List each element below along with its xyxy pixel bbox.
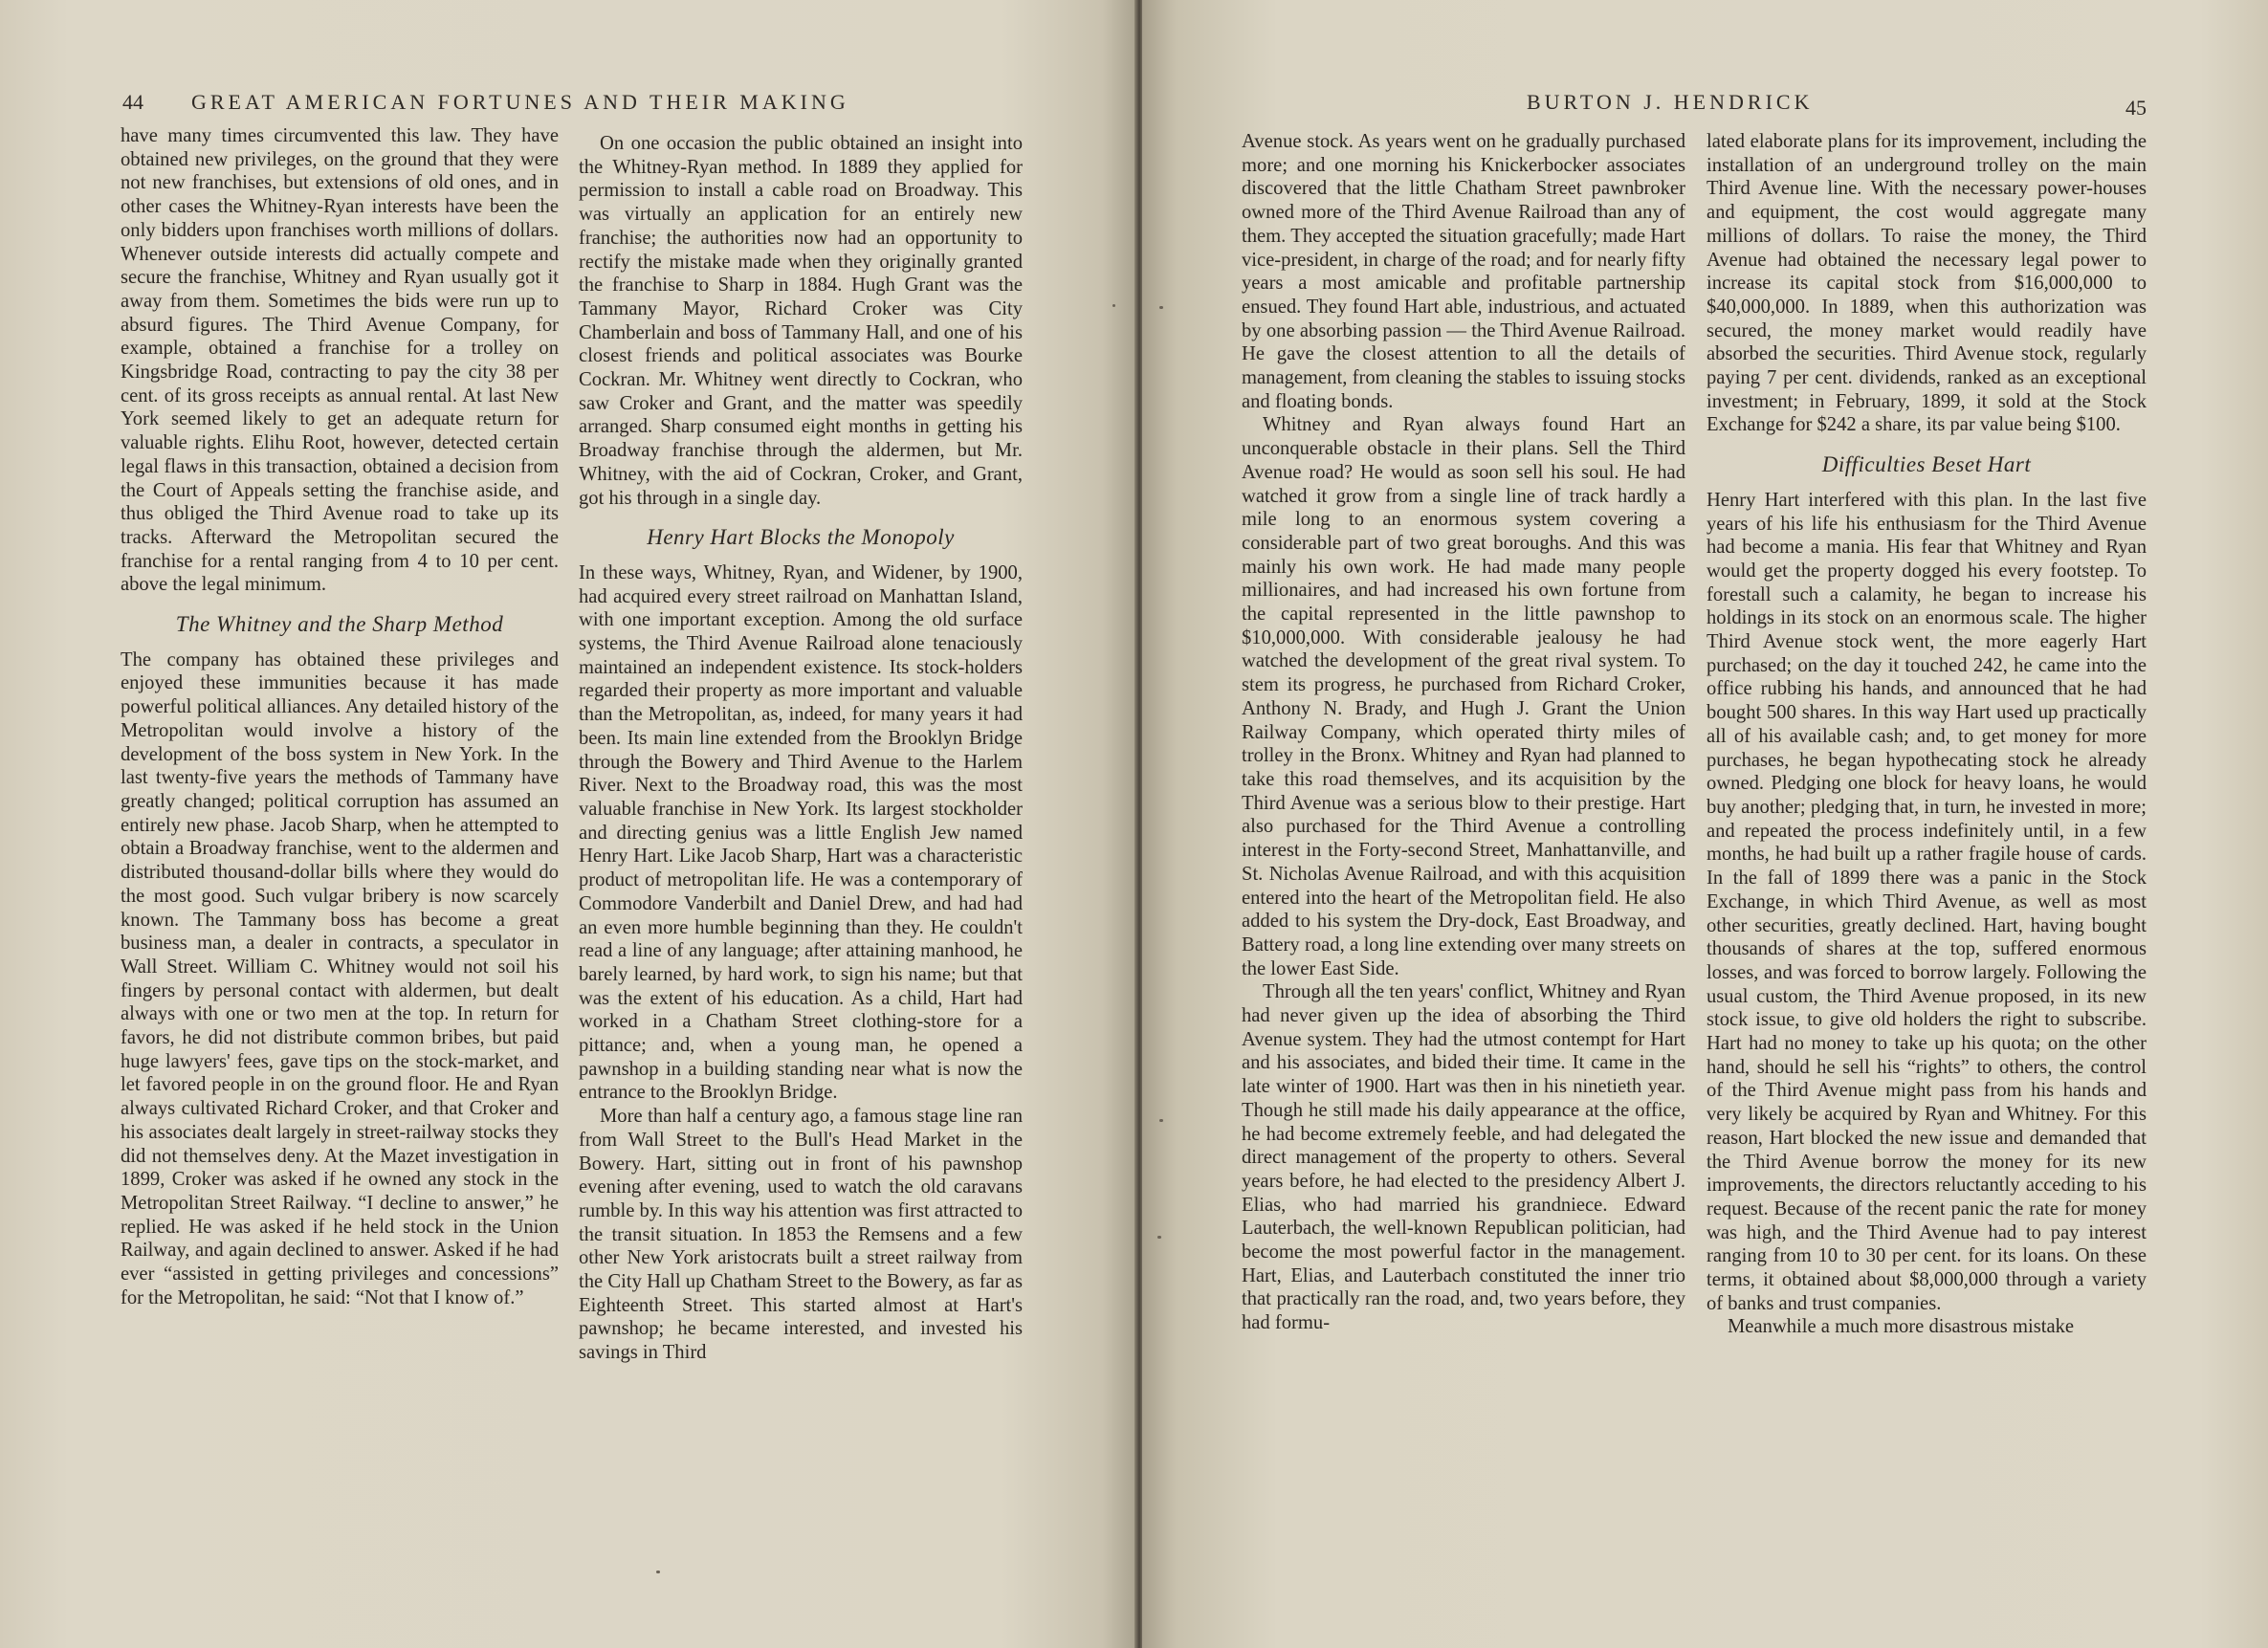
page-number-right: 45 [2125,96,2147,120]
page-number-left: 44 [122,90,143,114]
section-heading: Difficulties Beset Hart [1821,452,2032,477]
paragraph: The company has obtained these privileges and enjoyed these immunities because it has made powerful political alliances. Any detailed history of the Metropolitan would involve a history of the development of the boss system in New York. In the last twenty-five years the methods of Tammany have greatly changed; political corruption has assumed an entirely new phase. Jacob Sharp, when he attempted to obtain a Broadway franchise, went to the aldermen and distributed thousand-dollar bills where they would do the most good. Such vulgar bribery is now scarcely known. The Tammany boss has become a great business man, a dealer in contracts, a speculator in Wall Street. William C. Whitney would not soil his fingers by personal contact with aldermen, but dealt always with one or two men at the top. In return for favors, he did not distribute common bribes, but paid huge lawyers' fees, gave tips on the stock-market, and let favored people in on the ground floor. He and Ryan always cultivated Richard Croker, and that Croker and his associates dealt largely in street-railway stocks they did not themselves deny. At the Mazet investigation in 1899, Croker was asked if he owned any stock in the Metropolitan Street Railway. “I decline to answer,” he replied. He was asked if he held stock in the Union Railway, and again declined to answer. Asked if he had ever “assisted in getting privileges and concessions” for the Metropolitan, he said: “Not that I know of.” [121,648,559,1308]
paragraph: Through all the ten years' conflict, Whitney and Ryan had never given up the idea of absorbing the Third Avenue system. They had the utmost contempt for Hart and his associates, and bided their time. It came in the late winter of 1900. Hart was then in his ninetieth year. Though he still made his daily appearance at the office, he had become extremely feeble, and had delegated the direct management of the property to others. Several years before, he had elected to the presidency Albert J. Elias, who had married his grandniece. Edward Lauterbach, the well-known Republican politician, had become the most powerful factor in the management. Hart, Elias, and Lauterbach constituted the inner trio that practically ran the road, and, two years before, they had formu- [1242,981,1685,1334]
section-heading: The Whitney and the Sharp Method [175,612,504,637]
paragraph: On one occasion the public obtained an insight into the Whitney-Ryan method. In 1889 they applied for permission to install a cable road on Broadway. This was virtually an application for an entirely new franchise; the authorities now had an opportunity to rectify the mistake made when they originally granted the franchise to Sharp in 1884. Hugh Grant was the Tammany Mayor, Richard Croker was City Chamberlain and boss of Tammany Hall, and one of his closest friends and political associates was Bourke Cockran. Mr. Whitney went directly to Cockran, who saw Croker and Grant, and the matter was speedily arranged. Sharp consumed eight months in getting his Broadway franchise through the aldermen, but Mr. Whitney, with the aid of Cockran, Croker, and Grant, got his through in a single day. [579,133,1023,509]
paragraph: Henry Hart interfered with this plan. In the last five years of his life his enthusiasm for the Third Avenue had become a mania. His fear that Whitney and Ryan would get the property dogged his every footstep. To forestall such a calamity, he began to increase his holdings in its stock on an enormous scale. The higher Third Avenue stock went, the more eagerly Hart purchased; on the day it touched 242, he came into the office rubbing his hands, and announced that he had bought 500 shares. In this way Hart used up practically all of his available cash; and, to get money for more purchases, he began hypothecating stock he already owned. Pledging one block for heavy loans, he would buy another; pledging that, in turn, he invested in more; and repeated the process indefinitely until, in a few months, he had built up a rather fragile house of cards. In the fall of 1899 there was a panic in the Stock Exchange, in which Third Avenue, as well as most other securities, greatly declined. Hart, having bought thousands of shares at the top, suffered enormous losses, and was forced to borrow largely. Following the usual custom, the Third Avenue proposed, in its new stock issue, to give old holders the right to subscribe. Hart had no money to take up his quota; on the other hand, should he sell his “rights” to others, the control of the Third Avenue might pass from his hands and very likely be acquired by Ryan and Whitney. For this reason, Hart blocked the new issue and demanded that the Third Avenue borrow the money for its new improvements, the directors reluctantly acceding to his request. Because of the recent panic the rate for money was high, and the Third Avenue had to pay interest ranging from 10 to 30 per cent. for its loans. On these terms, it obtained about $8,000,000 through a variety of banks and trust companies. [1707,489,2147,1314]
paragraph: Whitney and Ryan always found Hart an unconquerable obstacle in their plans. Sell the Third Avenue road? He would as soon sell his soul. He had watched it grow from a single line of track hardly a mile long to an enormous system covering a considerable part of two great boroughs. And this was mainly his own work. He had made many people millionaires, and had increased his own fortune from the capital represented in the little pawnshop to $10,000,000. With considerable jealousy he had watched the development of the great rival system. To stem its progress, he purchased from Richard Croker, Anthony N. Brady, and Hugh J. Grant the Union Railway Company, which operated thirty miles of trolley in the Bronx. Whitney and Ryan had planned to take this road themselves, and its acquisition by the Third Avenue was a serious blow to their prestige. Hart also purchased for the Third Avenue a controlling interest in the Forty-second Street, Manhattanville, and St. Nicholas Avenue Railroad, and with this acquisition entered into the heart of the Metropolitan field. He also added to his system the Dry-dock, East Broadway, and Battery road, a long line extending over many streets on the lower East Side. [1242,414,1685,979]
paragraph: lated elaborate plans for its improvement, including the installation of an underground trolley on the main Third Avenue line. With the necessary power-houses and equipment, the cost would aggregate many millions of dollars. To raise the money, the Third Avenue had obtained the necessary legal power to increase its capital stock from $16,000,000 to $40,000,000. In 1889, when this authorization was secured, the money market would readily have absorbed the securities. Third Avenue stock, regularly paying 7 per cent. dividends, ranked as an exceptional investment; in February, 1899, it sold at the Stock Exchange for $242 a share, its par value being $100. [1707,131,2147,436]
paragraph: have many times circumvented this law. They have obtained new privileges, on the ground that they were not new franchises, but extensions of old ones, and in other cases the Whitney-Ryan interests have been the only bidders upon franchises worth millions of dollars. Whenever outside interests did actually compete and secure the franchise, Whitney and Ryan usually got it away from them. Sometimes the bids were run up to absurd figures. The Third Avenue Company, for example, obtained a franchise for a trolley on Kingsbridge Road, contracting to pay the city 38 per cent. of its gross receipts as annual rental. At last New York seemed likely to get an adequate return for valuable rights. Elihu Root, however, detected certain legal flaws in this transaction, obtained a decision from the Court of Appeals setting the franchise aside, and thus obliged the Third Avenue road to take up its tracks. Afterward the Metropolitan secured the franchise for a rental ranging from 4 to 10 per cent. above the legal minimum. [121,125,559,596]
paragraph: Meanwhile a much more disastrous mistake [1728,1316,2075,1338]
running-head-right: BURTON J. HENDRICK [1527,90,1814,114]
column-4 [1707,130,2147,1339]
paragraph: More than half a century ago, a famous stage line ran from Wall Street to the Bull's Head Market in the Bowery. Hart, sitting out in front of his pawnshop evening after evening, used to watch the old caravans rumble by. In this way his attention was first attracted to the transit situation. In 1853 the Remsens and a few other New York aristocrats built a street railway from the City Hall up Chatham Street to the Bowery, as far as Eighteenth Street. This started almost at Hart's pawnshop; he became interested, and invested his savings in Third [579,1106,1023,1364]
running-head-left: GREAT AMERICAN FORTUNES AND THEIR MAKING [191,90,849,114]
paragraph: Avenue stock. As years went on he gradually purchased more; and one morning his Knickerbocker associates discovered that the little Chatham Street pawnbroker owned more of the Third Avenue Railroad than any of them. They accepted the situation gracefully; made Hart vice-president, in charge of the road; and for nearly fifty years a most amicable and profitable partnership ensued. They found Hart able, industrious, and actuated by one absorbing passion — the Third Avenue Railroad. He gave the closest attention to all the details of management, from cleaning the stables to issuing stocks and floating bonds. [1242,131,1685,412]
column-2 [579,132,1023,1365]
column-1 [121,124,559,1309]
paper-speck [656,1571,660,1573]
section-heading: Henry Hart Blocks the Monopoly [647,525,955,550]
paragraph: In these ways, Whitney, Ryan, and Widener, by 1900, had acquired every street railroad on Manhattan Island, with one important exception. Among the old surface systems, the Third Avenue Railroad alone tenaciously maintained an independent existence. Its stock-holders regarded their property as more important and valuable than the Metropolitan, as, indeed, for many years it had been. Its main line extended from the Brooklyn Bridge through the Bowery and Third Avenue to the Harlem River. Next to the Broadway road, this was the most valuable franchise in New York. Its largest stockholder and directing genius was a little English Jew named Henry Hart. Like Jacob Sharp, Hart was a characteristic product of metropolitan life. He was a contemporary of Commodore Vanderbilt and Daniel Drew, and had had an even more humble beginning than they. He couldn't read a line of any language; after attaining manhood, he barely learned, by hard work, to sign his name; but that was the extent of his education. As a child, Hart had worked in a Chatham Street clothing-store for a pittance; and, when a young man, he opened a pawnshop in a building standing near what is now the entrance to the Brooklyn Bridge. [579,561,1023,1104]
paper-speck [1159,306,1163,309]
right-page [1142,0,2268,1648]
paper-speck [1159,1119,1163,1122]
column-3 [1242,130,1685,1335]
paper-speck [1157,1236,1161,1239]
paper-speck [1112,304,1115,307]
